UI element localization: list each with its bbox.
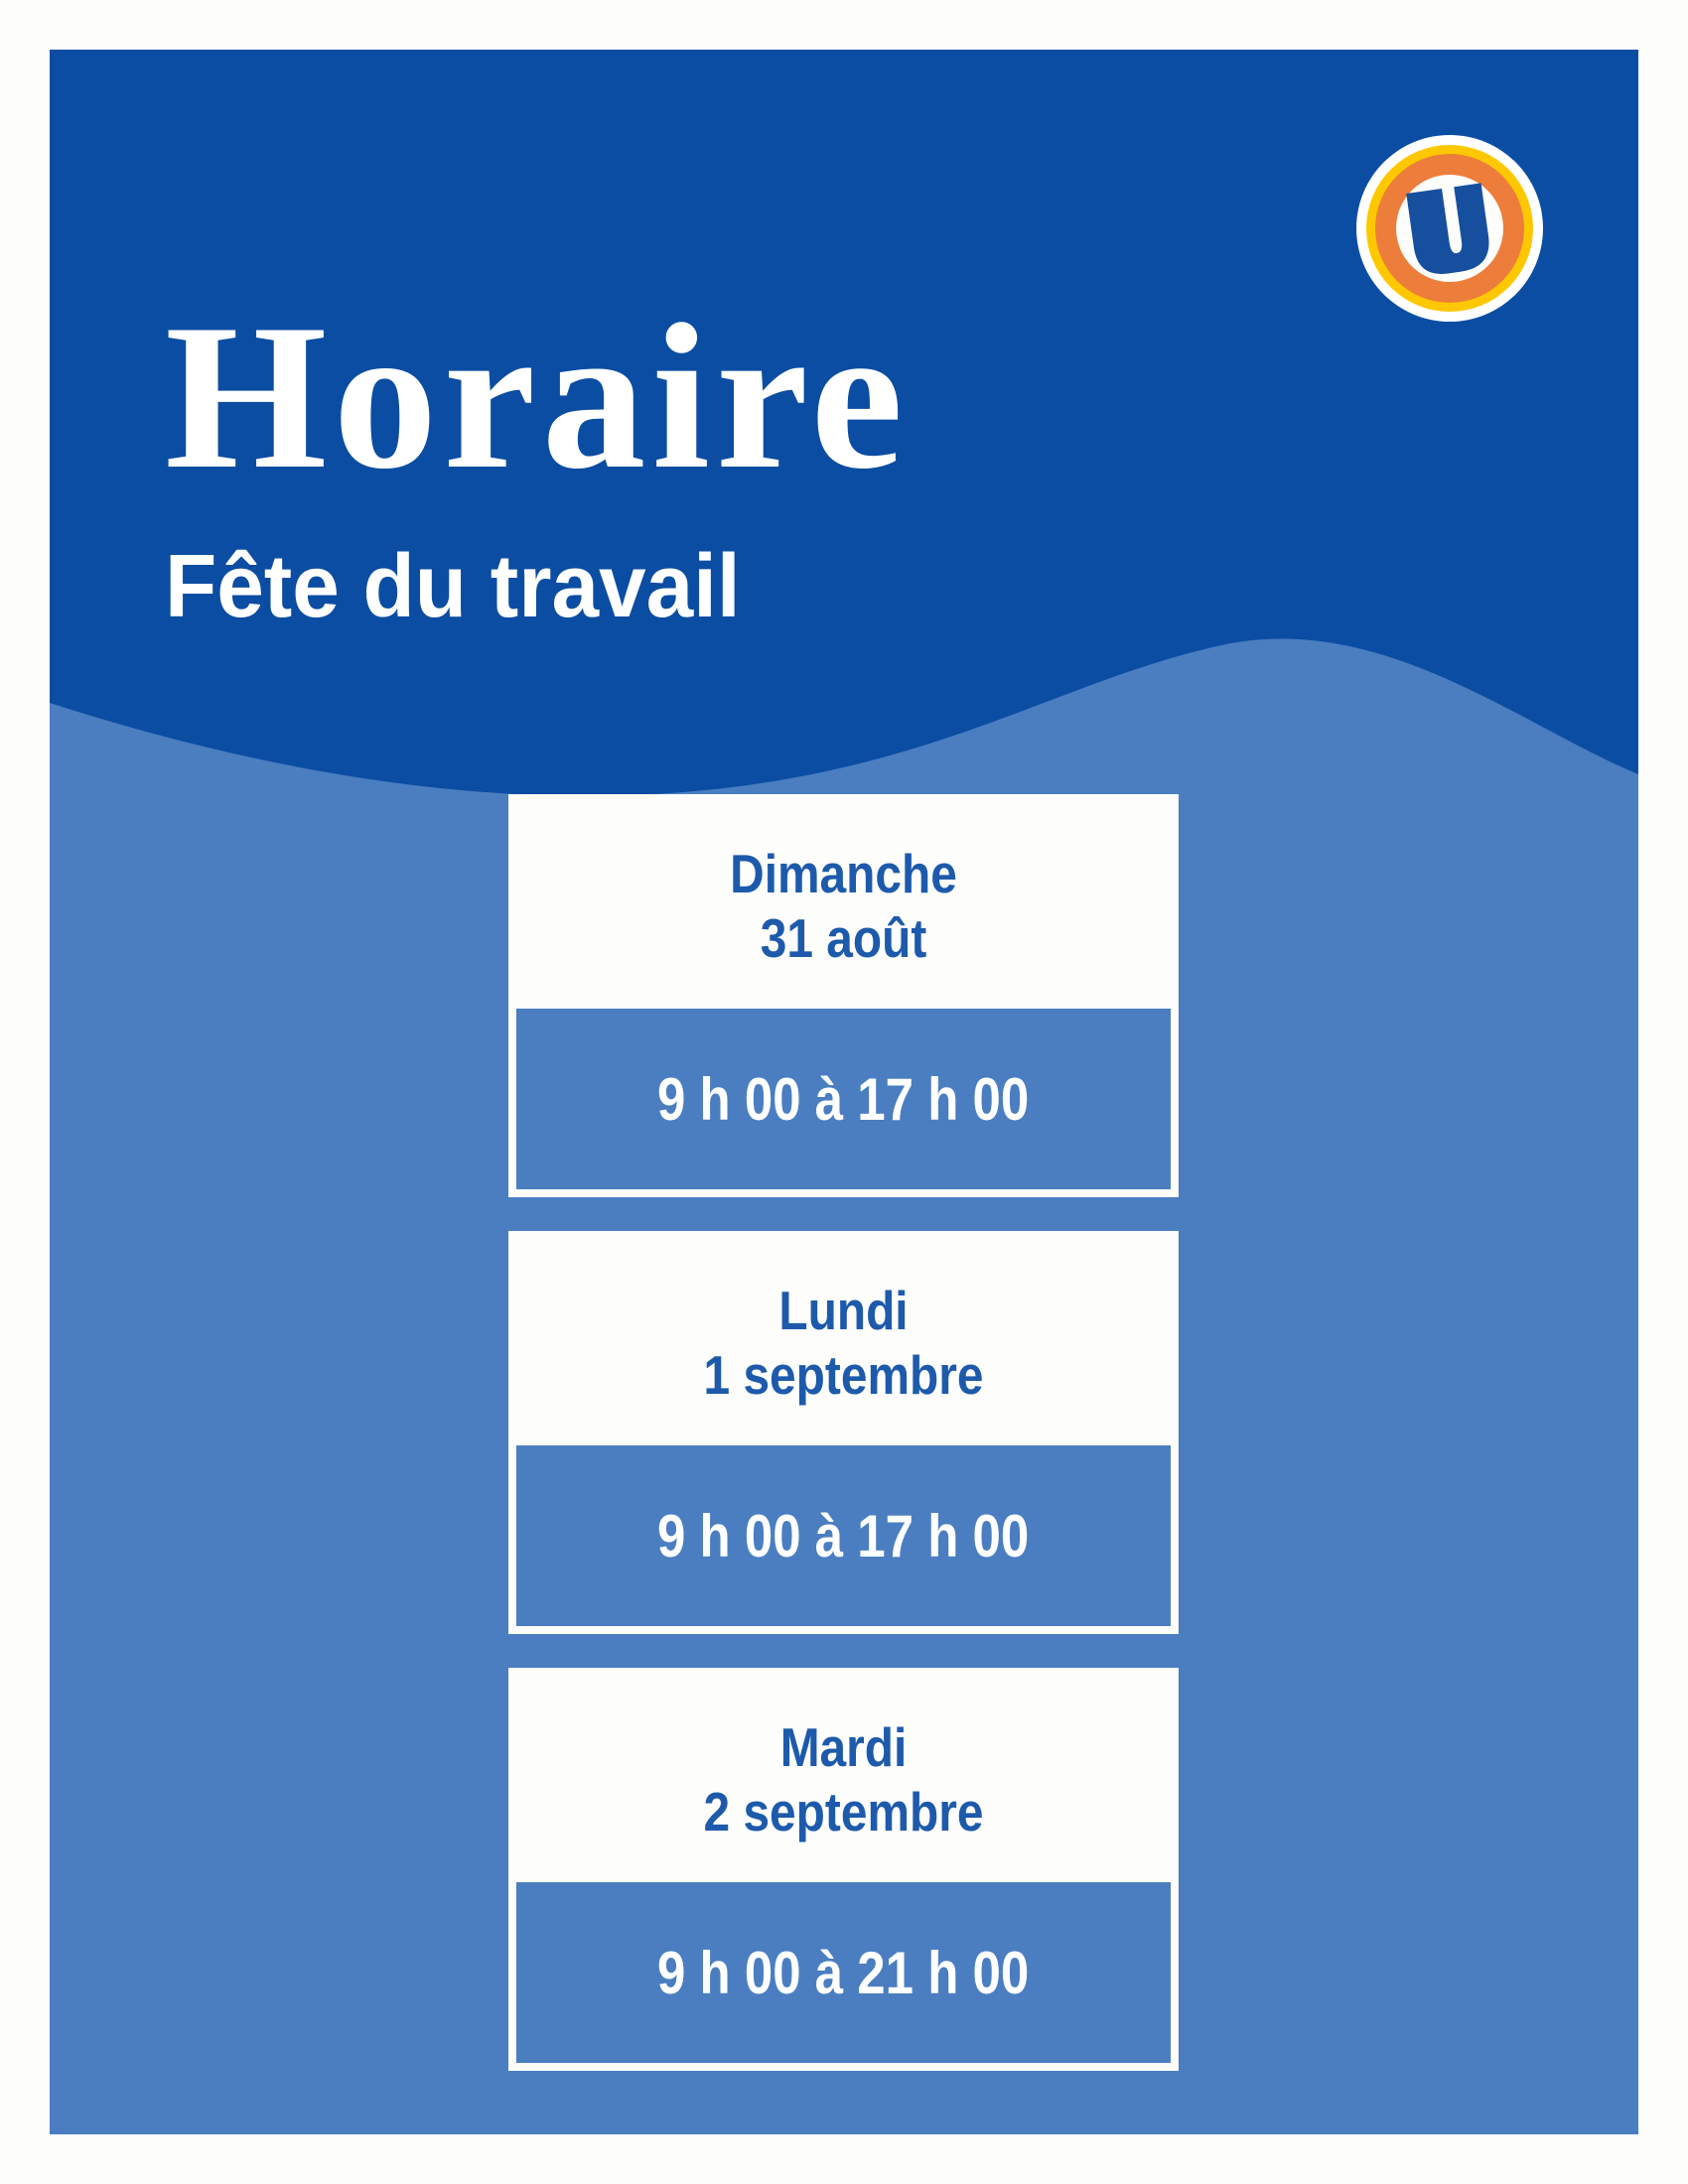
schedule-card xyxy=(508,1231,1179,1634)
poster-subtitle: Fête du travail xyxy=(165,537,741,636)
card-day-section xyxy=(552,1231,1135,1445)
card-day-section xyxy=(552,794,1135,1009)
schedule-cards xyxy=(508,794,1179,2105)
hours-label: 9 h 00 à 21 h 00 xyxy=(657,1939,1030,2006)
hours-label: 9 h 00 à 17 h 00 xyxy=(657,1065,1030,1133)
u-brand-logo-icon xyxy=(1356,135,1543,322)
card-hours-box xyxy=(516,1882,1171,2063)
poster-title: Horaire xyxy=(165,282,910,512)
day-label: Dimanche xyxy=(730,843,957,904)
date-label: 1 septembre xyxy=(703,1344,984,1406)
day-label: Lundi xyxy=(778,1280,909,1341)
card-hours-box xyxy=(516,1445,1171,1626)
day-label: Mardi xyxy=(779,1716,908,1778)
poster-content xyxy=(50,50,1638,2134)
card-hours-box xyxy=(516,1009,1171,1189)
schedule-card xyxy=(508,1668,1179,2071)
schedule-card xyxy=(508,794,1179,1197)
date-label: 2 septembre xyxy=(703,1781,984,1843)
hours-label: 9 h 00 à 17 h 00 xyxy=(657,1502,1030,1570)
card-day-section xyxy=(552,1668,1135,1882)
date-label: 31 août xyxy=(760,907,927,969)
